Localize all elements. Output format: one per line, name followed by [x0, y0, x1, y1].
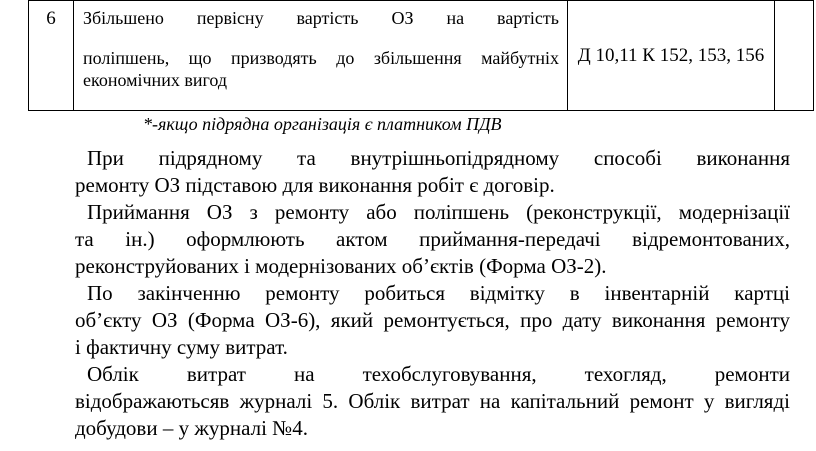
paragraph-first-line: Облік витрат на техобслуговування, техогляд, ремонти: [87, 362, 790, 386]
paragraph: [75, 280, 790, 361]
paragraph-line: об’єкту ОЗ (Форма ОЗ-6), який ремонтується, про дату виконання ремонту: [75, 308, 790, 332]
document-body: [75, 145, 790, 442]
paragraph-first-line: По закінченню ремонту робиться відмітку в інвентарній картці: [87, 281, 790, 305]
row-number: 6: [29, 1, 74, 111]
paragraph-line: ремонту ОЗ підставою для виконання робіт є договір.: [75, 173, 555, 197]
table-footnote: *-якщо підрядна організація є платником ПДВ: [143, 114, 502, 134]
paragraph-line: відображаютьсяв журналі 5. Облік витрат на капітальний ремонт у вигляді: [75, 389, 790, 413]
paragraph-line: добудови – у журналі №4.: [75, 416, 308, 440]
paragraph-line: і фактичну суму витрат.: [75, 335, 288, 359]
description-line: поліпшень, що призводять до збільшення майбутніх: [83, 48, 559, 68]
paragraph-line: та ін.) оформлюють актом приймання-передачі відремонтованих,: [75, 227, 790, 251]
paragraph: [75, 361, 790, 442]
paragraph-first-line: Приймання ОЗ з ремонту або поліпшень (реконструкції, модернізації: [87, 200, 790, 224]
paragraph: [75, 199, 790, 280]
accounting-entries-table: [28, 0, 814, 111]
description-line: економічних вигод: [83, 70, 228, 90]
row-empty-cell: [775, 1, 814, 111]
row-description: [74, 1, 568, 111]
table-row: [29, 1, 814, 111]
paragraph-first-line: При підрядному та внутрішньопідрядному способі виконання: [87, 146, 790, 170]
paragraph-line: реконструйованих і модернізованих об’єктів (Форма ОЗ-2).: [75, 254, 607, 278]
row-entry: Д 10,11 К 152, 153, 156: [568, 1, 775, 111]
description-line: Збільшено первісну вартість ОЗ на вартість: [83, 8, 559, 28]
paragraph: [75, 145, 790, 199]
